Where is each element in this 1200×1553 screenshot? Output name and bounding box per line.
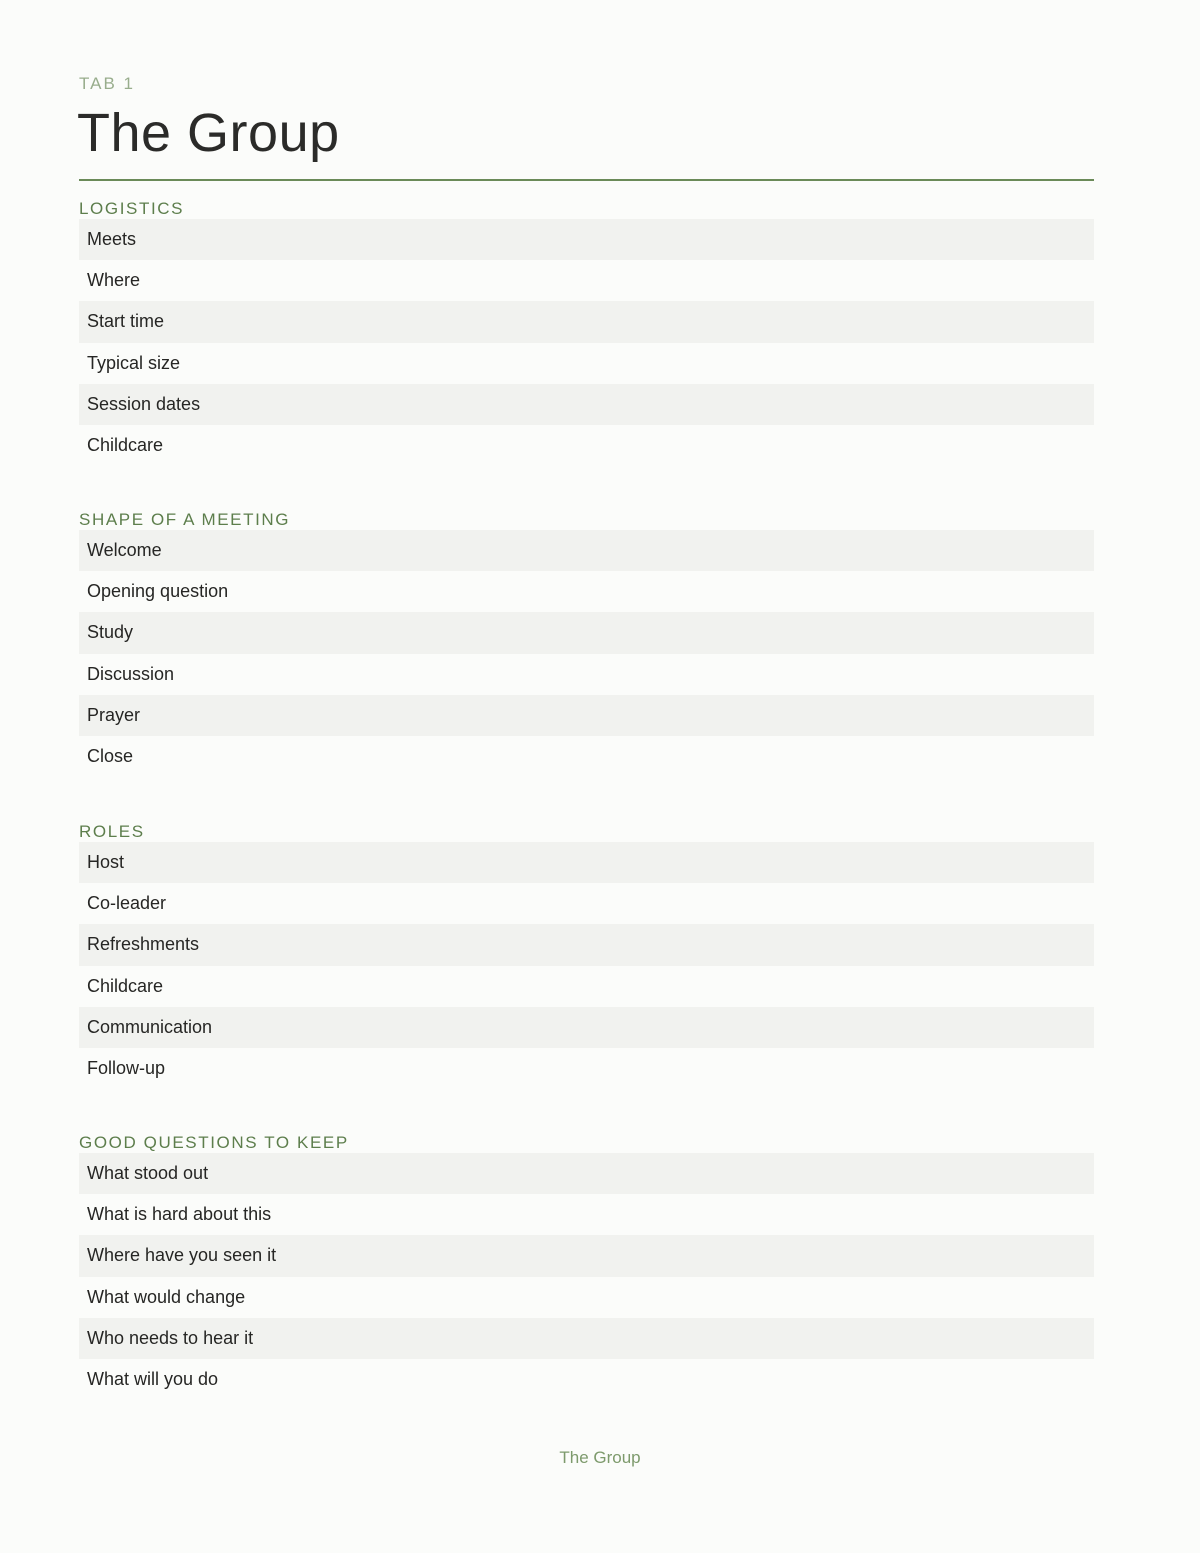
section-shape-of-a-meeting	[79, 510, 1094, 777]
list-item: Co-leader	[87, 893, 167, 914]
section-heading: ROLES	[79, 822, 145, 841]
meeting-shape-list	[79, 530, 1094, 777]
list-item: Where have you seen it	[79, 1235, 1094, 1276]
list-item: Host	[79, 842, 1094, 883]
list-item: Welcome	[79, 530, 1094, 571]
section-heading: LOGISTICS	[79, 199, 185, 218]
list-item: Refreshments	[79, 924, 1094, 965]
list-item: What would change	[87, 1286, 246, 1307]
list-item: Session dates	[79, 384, 1094, 425]
list-item: What stood out	[79, 1153, 1094, 1194]
list-item: Start time	[79, 301, 1094, 342]
page-title: The Group	[77, 103, 340, 163]
section-roles	[79, 822, 1094, 1089]
roles-list	[79, 842, 1094, 1089]
list-item: Study	[79, 612, 1094, 653]
list-item: Close	[87, 745, 134, 766]
list-item: Who needs to hear it	[79, 1318, 1094, 1359]
list-item: Childcare	[87, 434, 164, 455]
logistics-list	[79, 219, 1094, 466]
section-good-questions	[79, 1133, 1094, 1400]
section-logistics	[79, 199, 1094, 466]
page-footer: The Group	[559, 1448, 641, 1467]
title-divider	[79, 179, 1094, 181]
list-item: Where	[87, 270, 141, 291]
list-item: Typical size	[87, 352, 181, 373]
list-item: What will you do	[87, 1368, 219, 1389]
tab-label: TAB 1	[79, 74, 135, 93]
questions-list	[79, 1153, 1094, 1400]
list-item: Discussion	[87, 663, 175, 684]
list-item: Childcare	[87, 975, 164, 996]
list-item: Follow-up	[87, 1057, 166, 1078]
list-item: Meets	[79, 219, 1094, 260]
section-heading: GOOD QUESTIONS TO KEEP	[79, 1133, 349, 1152]
section-heading: SHAPE OF A MEETING	[79, 510, 291, 529]
list-item: What is hard about this	[87, 1204, 272, 1225]
list-item: Communication	[79, 1007, 1094, 1048]
list-item: Prayer	[79, 695, 1094, 736]
list-item: Opening question	[87, 581, 229, 602]
